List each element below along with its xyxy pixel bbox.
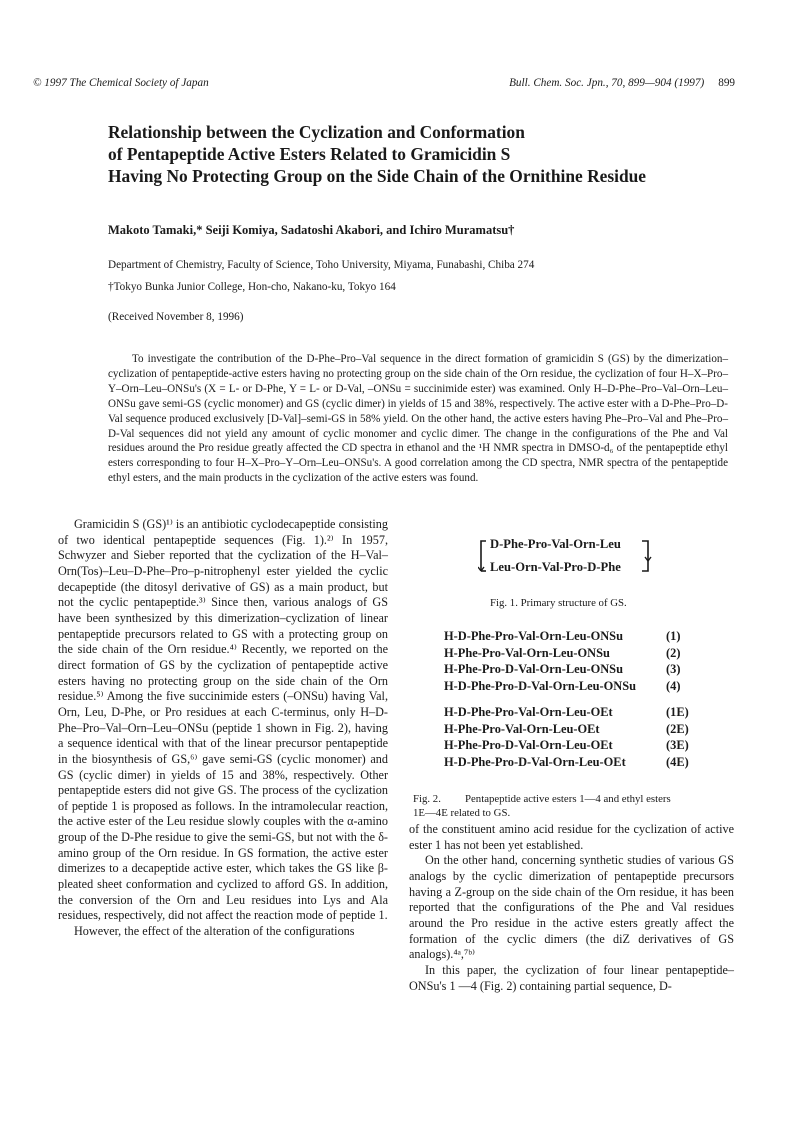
title-line-1: Relationship between the Cyclization and Conformation (108, 122, 525, 142)
title-line-3: Having No Protecting Group on the Side Chain of the Ornithine Residue (108, 166, 647, 186)
author-list: Makoto Tamaki,* Seiji Komiya, Sadatoshi Akabori, and Ichiro Muramatsu† (108, 223, 515, 237)
ester-row (444, 678, 681, 696)
ester-row (444, 662, 681, 679)
ethyl-ester-sequence: H-D-Phe-Pro-Val-Orn-Leu-OEt (444, 705, 613, 719)
ester-sequence: H-D-Phe-Pro-Val-Orn-Leu-ONSu (444, 629, 623, 643)
received-date: (Received November 8, 1996) (108, 311, 244, 323)
figure-2-caption-line-1: Pentapeptide active esters 1—4 and ethyl esters (465, 793, 671, 805)
ester-sequence: H-Phe-Pro-D-Val-Orn-Leu-ONSu (444, 662, 623, 676)
ethyl-ester-row (444, 738, 689, 755)
ester-sequence: H-D-Phe-Pro-D-Val-Orn-Leu-ONSu (444, 678, 637, 693)
paragraph-intro: Gramicidin S (GS)¹⁾ is an antibiotic cyclodecapeptide consisting of two identical pentapeptide sequences (Fig. 1).²⁾ In 1957, Schwyzer and Sieber reported that the cyclization of the H–Val–Orn(Tos)–Leu–D-Phe–Pro–p-nitrophenyl ester yielded the cyclic decapeptide (the ditosyl derivative of GS) as a main product, but not the cyclic pentapeptide.³⁾ Since then, various analogs of GS have been synthesized by this dimerization–cyclization of linear pentapeptide precursors related to GS with a protecting group on the side chain of the Orn residue.⁴⁾ Recently, we reported on the direct formation of GS by the cyclization of pentapeptide active esters having no protecting group on the side chain of the Orn residue.⁵⁾ Among the five succinimide esters (–ONSu) having Val, Orn, Leu, D-Phe, or Pro residues at each C-terminus, only H–D-Phe–Pro–Val–Orn–Leu–ONSu (peptide 1 shown in Fig. 2), having a sequence identical with that of the linear precursor pentapeptide in the biosynthesis of GS,⁶⁾ gave semi-GS (cyclic monomer) and GS (cyclic dimer) in yields of 15 and 38%, respectively. Other pentapeptide esters did not give GS. The process of the cyclization of peptide 1 is proposed as follows. In the intramolecular reaction, the active ester of the Leu residue slowly couples with the α-amino group of the D-Phe residue to give the semi-GS, but not with the δ-amino group of the Orn residue. In GS formation, the active ester dimerizes to a decapeptide active ester, which takes the GS like β-pleated sheet conformation and cyclized to afford GS. In addition, the conversion of the Orn and Leu residues into Lys and Ala residues, respectively, did not affect the reaction mode of peptide 1. (58, 517, 388, 923)
sequence-top: D-Phe-Pro-Val-Orn-Leu (490, 537, 621, 551)
ethyl-ester-number: (4E) (666, 754, 689, 769)
ester-row (444, 645, 681, 663)
ethyl-ester-row (444, 705, 689, 722)
ethyl-ester-number: (3E) (666, 738, 689, 752)
figure-1-caption: Fig. 1. Primary structure of GS. (490, 597, 627, 609)
ester-number: (1) (666, 629, 681, 643)
paragraph-however: However, the effect of the alteration of the configurations (74, 924, 355, 939)
ethyl-ester-row (444, 754, 689, 772)
figure-1-structure (478, 537, 658, 579)
figure-2-label: Fig. 2. (413, 793, 441, 805)
body-column-left (58, 517, 388, 940)
ethyl-ester-row (444, 721, 689, 739)
ester-number: (4) (666, 678, 681, 693)
ester-sequence: H-Phe-Pro-Val-Orn-Leu-ONSu (444, 645, 610, 660)
figure-2-caption-line-2: 1E—4E related to GS. (413, 807, 511, 819)
sequence-bottom: Leu-Orn-Val-Pro-D-Phe (490, 560, 621, 574)
journal-citation (509, 77, 735, 89)
ethyl-ester-number: (2E) (666, 721, 689, 736)
ethyl-ester-list (444, 705, 689, 771)
ester-row (444, 629, 681, 646)
affiliation-2: †Tokyo Bunka Junior College, Hon-cho, Nakano-ku, Tokyo 164 (108, 281, 396, 293)
ester-number: (2) (666, 645, 681, 660)
paragraph-this-paper: In this paper, the cyclization of four linear pentapeptide–ONSu's 1 —4 (Fig. 2) containing partial sequence, D- (409, 962, 734, 993)
article-title (108, 121, 768, 187)
ethyl-ester-sequence: H-Phe-Pro-Val-Orn-Leu-OEt (444, 721, 600, 736)
paragraph-continued: of the constituent amino acid residue for the cyclization of active ester 1 has not been yet established. (409, 822, 734, 852)
abstract-text: To investigate the contribution of the D-Phe–Pro–Val sequence in the direct formation of gramicidin S (GS) by the dimerization–cyclization of pentapeptide-active esters having no protecting group on the side chain of the Orn residue, the cyclization of four H–X–Pro–Y–Orn–Leu–ONSu's (X = L- or D-Phe, Y = L- or D-Val, –ONSu = succinimide ester) was examined. Only H–D-Phe–Pro–Val–Orn–Leu–ONSu gave semi-GS (cyclic monomer) and GS (cyclic dimer) in yields of 15 and 38%, respectively. The active ester with a D-Phe–Pro–D-Val sequence produced exclusively [D-Val]–semi-GS in 58% yield. On the other hand, the active esters having Phe–Pro–Val and Phe–Pro–D-Val sequences did not yield any amount of cyclic monomer and cyclic dimer. The change in the configurations of the Phe and Val residues around the Pro residue greatly affected the CD spectra in ethanol and the ¹H NMR spectra in DMSO-d₆ of the pentapeptide ethyl esters corresponding to four H–X–Pro–Y–Orn–Leu–ONSu's. A good correlation among the CD spectra, NMR spectra of the pentapeptide ethyl esters, and the main products in the cyclization of the active esters was found. (108, 353, 728, 485)
affiliation-1: Department of Chemistry, Faculty of Science, Toho University, Miyama, Funabashi, Chiba 274 (108, 259, 535, 271)
ester-number: (3) (666, 662, 681, 676)
ethyl-ester-sequence: H-Phe-Pro-D-Val-Orn-Leu-OEt (444, 738, 613, 752)
figure-2-caption (413, 792, 733, 820)
active-ester-list (444, 629, 681, 695)
abstract (108, 352, 728, 486)
body-column-right (409, 822, 734, 994)
title-line-2: of Pentapeptide Active Esters Related to Gramicidin S (108, 144, 511, 164)
copyright-line: © 1997 The Chemical Society of Japan (33, 77, 209, 89)
page-number: 899 (718, 77, 735, 89)
paragraph-other-hand: On the other hand, concerning synthetic studies of various GS analogs by the cyclic dimerization of pentapeptide precursors having a Z-group on the side chain of the Orn residue, it has been reported that the configurations of the Phe and Val residues around the Pro residue in the active esters greatly affect the formation of the cyclic dimers (the diZ derivatives of GS analogs).⁴ᵃ,⁷ᵇ⁾ (409, 853, 734, 962)
ethyl-ester-number: (1E) (666, 705, 689, 719)
journal-reference: Bull. Chem. Soc. Jpn., 70, 899—904 (1997) (509, 77, 705, 89)
ethyl-ester-sequence: H-D-Phe-Pro-D-Val-Orn-Leu-OEt (444, 754, 626, 769)
